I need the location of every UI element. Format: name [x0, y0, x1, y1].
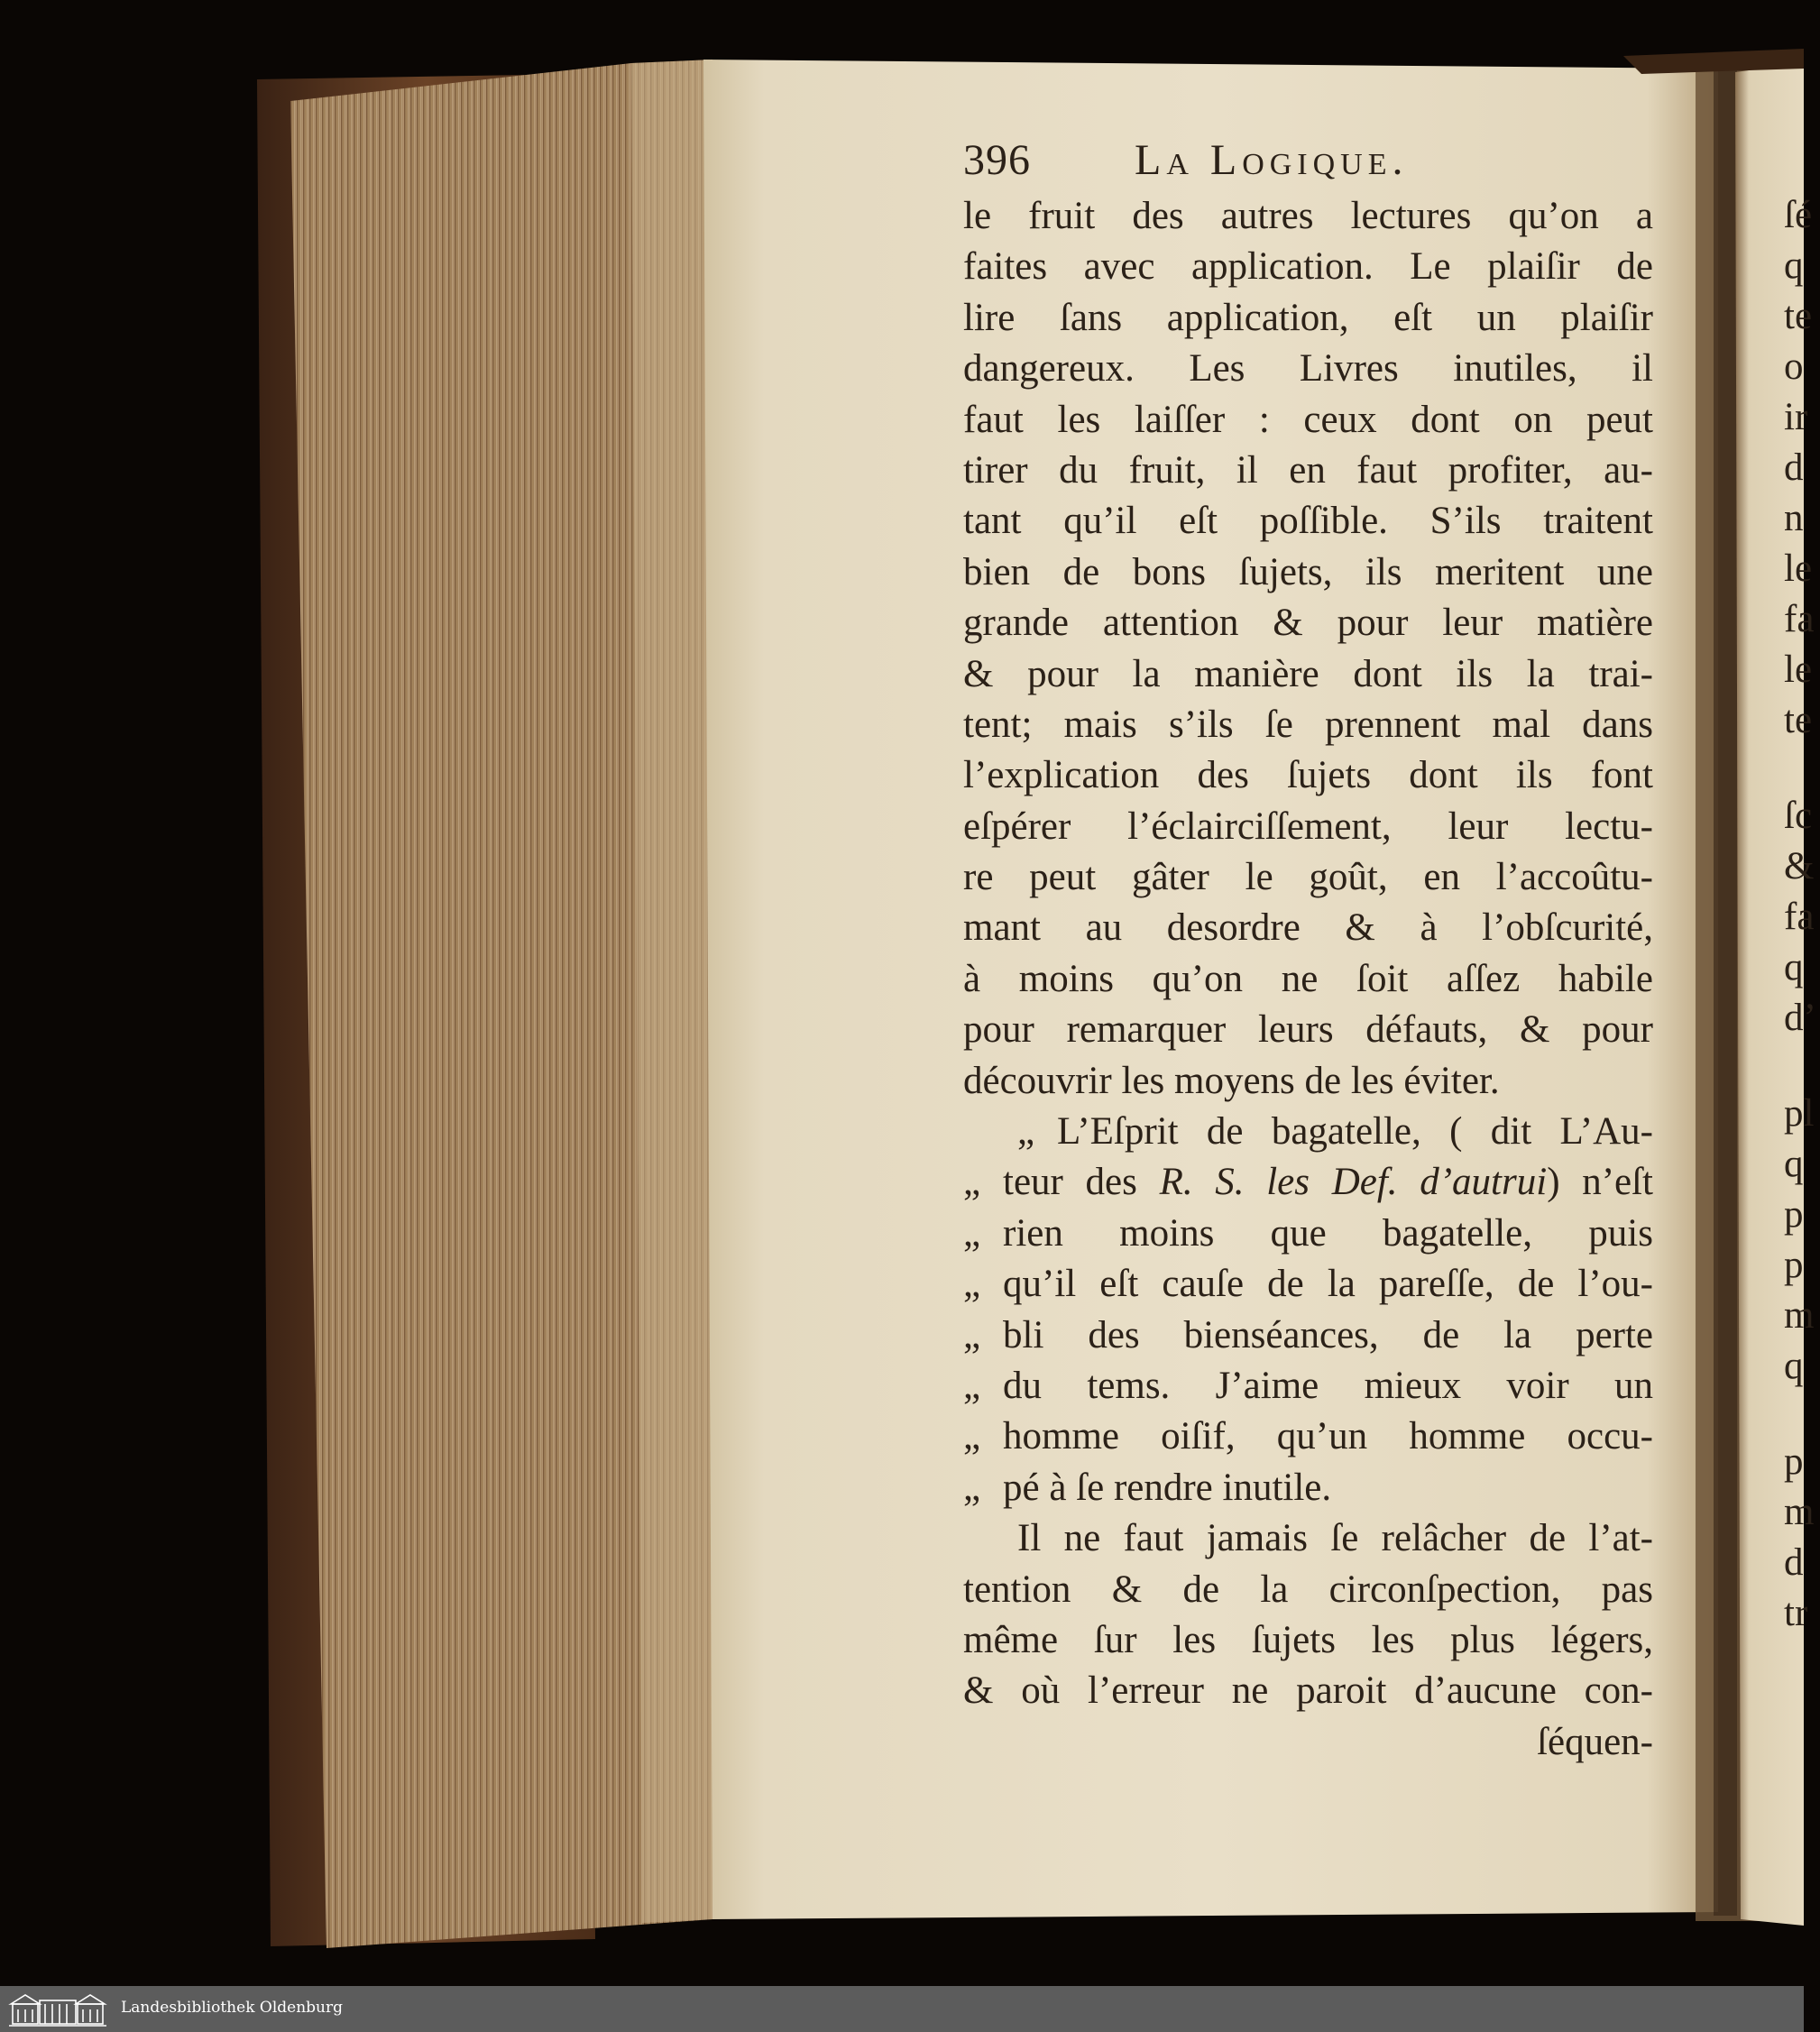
- text-line: tent; mais s’ils ſe prennent mal dans: [963, 703, 1653, 746]
- fragment: q: [1784, 946, 1804, 988]
- fragment: tr: [1784, 1592, 1808, 1634]
- fragment: fa: [1784, 598, 1815, 640]
- fragment: n: [1784, 497, 1804, 539]
- quote-mark: „: [963, 1364, 981, 1407]
- fragment: p: [1784, 1193, 1804, 1236]
- text-line: grande attention & pour leur matière: [963, 602, 1653, 645]
- fragment: q: [1784, 1345, 1804, 1387]
- running-header: [963, 135, 1653, 191]
- fragment: le: [1784, 547, 1813, 590]
- quote-text: qu’il eſt cauſe de la pareſſe, de l’ou-: [1003, 1263, 1653, 1306]
- text-line: le fruit des autres lectures qu’on a: [963, 195, 1653, 237]
- text-line: tention & de la circonſpection, pas: [963, 1568, 1653, 1611]
- quote-text: pé à ſe rendre inutile.: [1003, 1466, 1332, 1509]
- catchword: ſéquen-: [1537, 1720, 1653, 1763]
- text-line: lire ſans application, eſt un plaiſir: [963, 296, 1653, 339]
- text-line: Il ne faut jamais ſe relâcher de l’at-: [1017, 1517, 1653, 1560]
- text-line: faut les laiſſer : ceux dont on peut: [963, 398, 1653, 441]
- fragment: te: [1784, 699, 1813, 741]
- text-line: découvrir les moyens de les éviter.: [963, 1059, 1500, 1102]
- fragment: fa: [1784, 896, 1815, 938]
- fragment: q: [1784, 1143, 1804, 1185]
- fragment: p: [1784, 1244, 1804, 1286]
- page-body: [963, 135, 1653, 1768]
- fragment: m: [1784, 1294, 1815, 1337]
- fragment: ſé: [1784, 194, 1813, 236]
- quote-text: homme oiſif, qu’un homme occu-: [1003, 1415, 1653, 1458]
- text-line: même ſur les ſujets les plus légers,: [963, 1618, 1653, 1661]
- quote-line: [963, 1411, 1653, 1462]
- text-line: eſpérer l’éclairciſſement, leur lectu-: [963, 805, 1653, 848]
- fragment: d’: [1784, 997, 1816, 1039]
- fragment: q: [1784, 244, 1804, 287]
- text-line: & où l’erreur ne paroit d’aucune con-: [963, 1669, 1653, 1713]
- text-line: mant au desordre & à l’obſcurité,: [963, 906, 1653, 950]
- quote-intro: L’Eſprit de bagatelle, ( dit L’Au-: [1057, 1110, 1653, 1154]
- fragment: le: [1784, 648, 1813, 691]
- quote-line: [963, 1310, 1653, 1361]
- quote-mark: „: [963, 1263, 981, 1306]
- text-line: dangereux. Les Livres inutiles, il: [963, 347, 1653, 391]
- fragment: m: [1784, 1491, 1815, 1533]
- library-building-icon: [7, 1991, 108, 2027]
- quote-text-after: ) n’eſt: [1547, 1161, 1654, 1204]
- fragment: d: [1784, 446, 1804, 489]
- quote-line: [963, 1157, 1653, 1208]
- text-line: tant qu’il eſt poſſible. S’ils traitent: [963, 500, 1653, 543]
- page-number: 396: [963, 136, 1031, 184]
- quote-text: bli des bienséances, de la perte: [1003, 1313, 1653, 1356]
- text-line: l’explication des ſujets dont ils font: [963, 754, 1653, 797]
- quote-text: rien moins que bagatelle, puis: [1003, 1211, 1653, 1255]
- text-line: faites avec application. Le plaiſir de: [963, 245, 1653, 289]
- fragment: te: [1784, 295, 1813, 337]
- quote-line: [963, 1209, 1653, 1259]
- fragment: ir: [1784, 396, 1808, 438]
- quote-mark: „: [963, 1415, 981, 1458]
- quote-mark: „: [963, 1466, 981, 1509]
- quote-line: [963, 1361, 1653, 1411]
- quote-mark: „: [963, 1161, 981, 1204]
- library-footer-bar: [0, 1986, 1804, 2032]
- text-line: re peut gâter le goût, en l’accoûtu-: [963, 856, 1653, 899]
- text-line: tirer du fruit, il en faut profiter, au-: [963, 448, 1653, 492]
- quote-mark: „: [1017, 1110, 1035, 1154]
- facing-page: [1735, 63, 1804, 1926]
- running-head: La Logique.: [1135, 136, 1409, 184]
- fragment: p: [1784, 1440, 1804, 1483]
- text-line: bien de bons ſujets, ils meritent une: [963, 550, 1653, 593]
- quote-line: [963, 1107, 1653, 1157]
- quote-mark: „: [963, 1211, 981, 1255]
- text-line: à moins qu’on ne ſoit aſſez habile: [963, 957, 1653, 1000]
- quote-mark: „: [963, 1313, 981, 1356]
- text-line: pour remarquer leurs défauts, & pour: [963, 1008, 1653, 1052]
- text-line: & pour la manière dont ils la trai-: [963, 652, 1653, 695]
- fragment: d: [1784, 1541, 1804, 1584]
- fragment: &: [1784, 845, 1815, 887]
- library-name: Landesbibliothek Oldenburg: [121, 1999, 344, 2017]
- quote-text: du tems. J’aime mieux voir un: [1003, 1364, 1653, 1407]
- quote-text-before: teur des: [1003, 1161, 1137, 1204]
- fragment: o: [1784, 345, 1804, 388]
- fragment: pl: [1784, 1092, 1815, 1135]
- quote-line: [963, 1463, 1653, 1513]
- fragment: ſc: [1784, 795, 1813, 837]
- quote-line: [963, 1259, 1653, 1310]
- quote-reference: R. S. les Def. d’autrui: [1159, 1161, 1548, 1204]
